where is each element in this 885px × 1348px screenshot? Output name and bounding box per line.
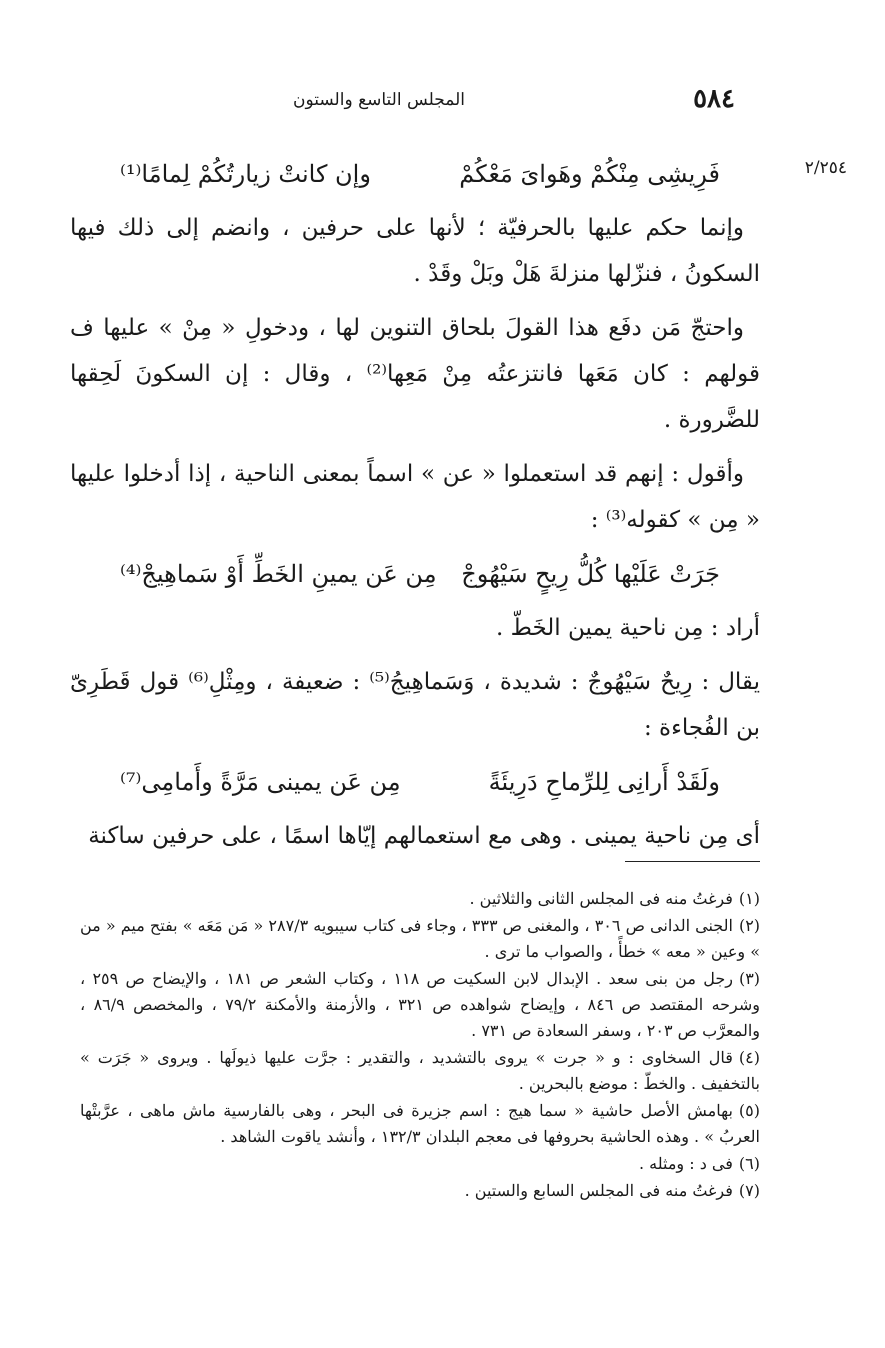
page-header <box>70 84 735 124</box>
footnote <box>80 966 760 1044</box>
side-reference: ٢/٢٥٤ <box>804 158 847 178</box>
footnote-text: فرغتُ منه فى المجلس الثانى والثلاثين . <box>469 889 733 908</box>
footnote <box>80 1045 760 1097</box>
verse-2-right-hemistich: جَرَتْ عَلَيْها كُلُّ رِيحٍ سَيْهُوجْ <box>461 560 720 588</box>
footnote <box>80 1098 760 1150</box>
paragraph-4: أراد : مِن ناحية يمين الخَطّ . <box>495 615 760 641</box>
footnote <box>80 1178 760 1204</box>
verse-2 <box>70 551 760 597</box>
footnote-text: بهامش الأصل حاشية « سما هيج : اسم جزيرة فى البحر ، وهى بالفارسية ماش ماهى ، عرَّبتْها العربُ » . وهذه الحاشية بحروفها فى معجم البلدان ١٣٢/٣ ، وأنشد ياقوت الشاهد . <box>80 1101 760 1146</box>
footnote-text: فى د : ومثله . <box>638 1154 733 1173</box>
footnote-text: قال السخاوى : و « جرت » يروى بالتشديد ، والتقدير : جرَّت عليها ذيولَها . ويروى « جَرَت » بالتخفيف . والخطّ : موضع بالبحرين . <box>80 1048 760 1093</box>
footnote-text: رجل من بنى سعد . الإبدال لابن السكيت ص ١١٨ ، وكتاب الشعر ص ١٨١ ، والإيضاح ص ٢٥٩ ، وشرحه المقتصد ص ٨٤٦ ، وإيضاح شواهده ص ٣٢١ ، والأزمنة والأمكنة ٧٩/٢ ، والمخصص ٨٦/٩ ، والمعرَّب ص ٢٠٣ ، وسفر السعادة ص ٧٣١ . <box>80 969 760 1040</box>
footnote-number: (٥) <box>738 1101 760 1120</box>
footnote-number: (٤) <box>738 1048 760 1067</box>
verse-3-right-hemistich: ولَقَدْ أَرانِى لِلرِّماحِ دَرِيئَةً <box>488 768 720 796</box>
page-number: ٥٨٤ <box>693 84 735 114</box>
verse-1-left-hemistich: وإن كانتْ زيارتُكُمْ لِمامًا⁽¹⁾ <box>120 160 371 188</box>
footnote-divider <box>625 861 760 862</box>
verse-3 <box>70 759 760 805</box>
verse-1 <box>70 151 760 197</box>
footnote <box>80 1151 760 1177</box>
paragraph-1: وإنما حكم عليها بالحرفيّة ؛ لأنها على حرفين ، وانضم إلى ذلك فيها السكونُ ، فنزّلها منزلةَ هَلْ وبَلْ وقَدْ . <box>70 215 760 287</box>
paragraph-2: واحتجّ مَن دفَع هذا القولَ بلحاق التنوين لها ، ودخولِ « مِنْ » عليها ف قولهم : كان مَعَها فانتزعتُه مِنْ مَعِها⁽²⁾ ، وقال : إن السكونَ لَحِقها للضَّرورة . <box>70 315 760 433</box>
footnote-number: (٦) <box>738 1154 760 1173</box>
footnote <box>80 886 760 912</box>
footnote-text: الجنى الدانى ص ٣٠٦ ، والمغنى ص ٣٣٣ ، وجاء فى كتاب سيبويه ٢٨٧/٣ « مَن مَعَه » بفتح ميم « من » وعين « معه » خطأً ، والصواب ما ترى . <box>80 916 760 961</box>
footnote-number: (٢) <box>738 916 761 935</box>
paragraph-5: يقال : رِيحٌ سَيْهُوجٌ : شديدة ، وَسَماهِيجُ⁽⁵⁾ : ضعيفة ، ومِثْلِ⁽⁶⁾ قول قَطَرِىّ بن الفُجاءة : <box>70 669 760 741</box>
footnotes <box>80 886 760 1205</box>
footnote <box>80 913 760 965</box>
verse-2-left-hemistich: مِن عَن يمينِ الخَطِّ أَوْ سَماهِيجْ⁽⁴⁾ <box>120 560 437 588</box>
footnote-text: فرغتُ منه فى المجلس السابع والستين . <box>464 1181 733 1200</box>
verse-1-right-hemistich: فَرِيشِى مِنْكُمْ وهَوایَ مَعْكُمْ <box>459 160 720 188</box>
footnote-number: (٧) <box>738 1181 760 1200</box>
footnote-number: (١) <box>738 889 760 908</box>
footnote-number: (٣) <box>738 969 761 988</box>
paragraph-3: وأقول : إنهم قد استعملوا « عن » اسماً بمعنى الناحية ، إذا أدخلوا عليها « مِن » كقوله⁽³⁾ : <box>70 461 760 533</box>
paragraph-6: أى مِن ناحية يمينى . وهى مع استعمالهم إيّاها اسمًا ، على حرفين ساكنة <box>88 823 760 849</box>
main-text <box>70 145 760 867</box>
verse-3-left-hemistich: مِن عَن يمينى مَرَّةً وأَمامِى⁽⁷⁾ <box>120 768 401 796</box>
running-title: المجلس التاسع والستون <box>293 90 465 110</box>
